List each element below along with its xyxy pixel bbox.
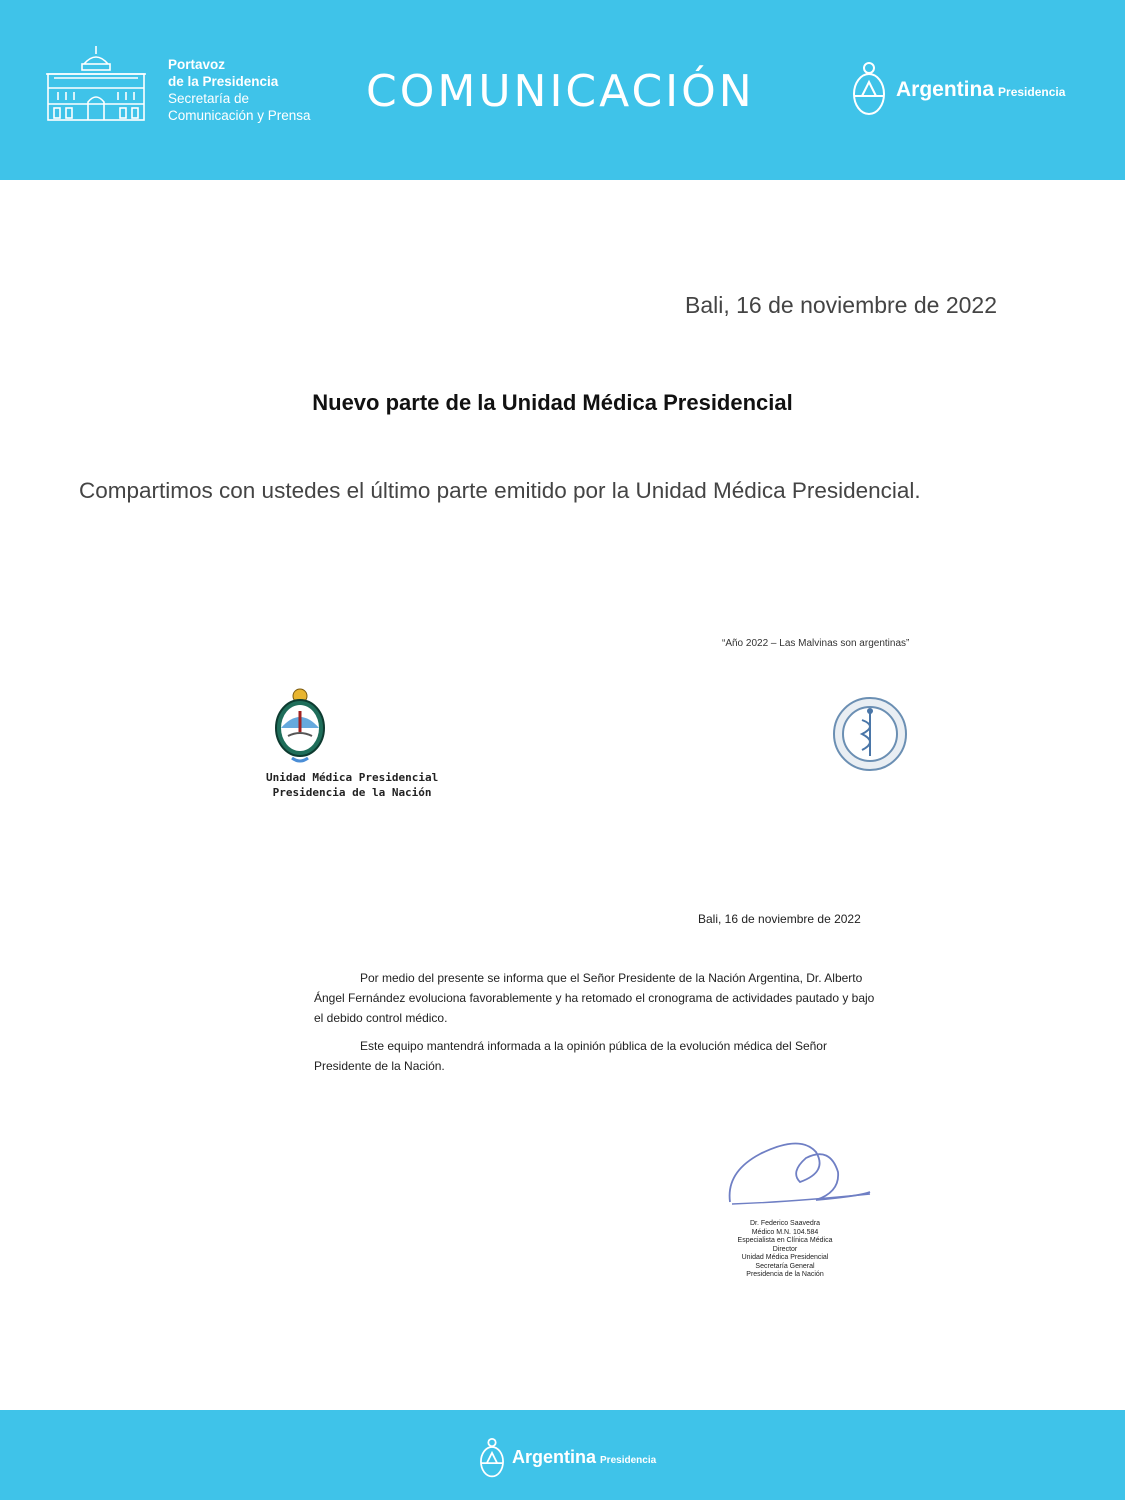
portavoz-logo xyxy=(44,44,344,126)
casa-rosada-icon xyxy=(44,44,148,124)
footer-banner xyxy=(0,1410,1125,1500)
signer-role: Director xyxy=(772,1245,798,1253)
paragraph2-text: Este equipo mantendrá informada a la opinión pública de la evolución médica del Señor Presidente de la Nación. xyxy=(314,1039,827,1073)
footer-brand-name: Argentina xyxy=(512,1447,597,1467)
motto: “Año 2022 – Las Malvinas son argentinas” xyxy=(722,638,910,649)
medical-report xyxy=(230,620,950,1320)
footer-brand-sub: Presidencia xyxy=(600,1455,657,1466)
handwritten-signature xyxy=(720,1132,880,1212)
argentina-logo xyxy=(850,60,1080,120)
report-paragraph xyxy=(314,1036,884,1076)
signer-name: Dr. Federico Saavedra xyxy=(749,1220,821,1227)
signature-block xyxy=(700,1220,870,1280)
signer-specialty: Especialista en Clínica Médica xyxy=(737,1237,833,1244)
signer-presidency: Presidencia de la Nación xyxy=(746,1271,824,1278)
org-line3: Secretaría de xyxy=(168,91,250,106)
org-line4: Comunicación y Prensa xyxy=(168,108,311,123)
header-banner xyxy=(0,0,1125,180)
unit-name: Unidad Médica Presidencial xyxy=(266,771,439,784)
footer-argentina-logo xyxy=(478,1434,678,1484)
signer-license: Médico M.N. 104.584 xyxy=(751,1228,819,1236)
brand-name: Argentina xyxy=(896,78,995,101)
page-date: Bali, 16 de noviembre de 2022 xyxy=(685,292,997,318)
page-title: Nuevo parte de la Unidad Médica Presidencial xyxy=(312,390,793,415)
signer-secretariat: Secretaría General xyxy=(755,1262,815,1270)
unit-presidency: Presidencia de la Nación xyxy=(272,786,432,799)
escudo-icon xyxy=(478,1434,506,1482)
intro-text: Compartimos con ustedes el último parte emitido por la Unidad Médica Presidencial. xyxy=(79,478,921,503)
brand-sub: Presidencia xyxy=(998,85,1066,99)
national-coat-of-arms-icon xyxy=(270,686,330,766)
report-paragraph xyxy=(314,968,884,1028)
header-title: COMUNICACIÓN xyxy=(366,66,755,117)
medical-unit-seal-icon xyxy=(830,694,910,774)
signer-unit: Unidad Médica Presidencial xyxy=(741,1254,829,1261)
org-line2: de la Presidencia xyxy=(168,74,279,89)
org-line1: Portavoz xyxy=(168,57,226,72)
report-date: Bali, 16 de noviembre de 2022 xyxy=(698,912,861,926)
paragraph1-text: Por medio del presente se informa que el Señor Presidente de la Nación Argentina, Dr. Alberto Ángel Fernández evoluciona favorablemente y ha retomado el cronograma de actividades pautado y bajo el debido control médico. xyxy=(314,971,875,1025)
escudo-icon xyxy=(850,60,888,118)
